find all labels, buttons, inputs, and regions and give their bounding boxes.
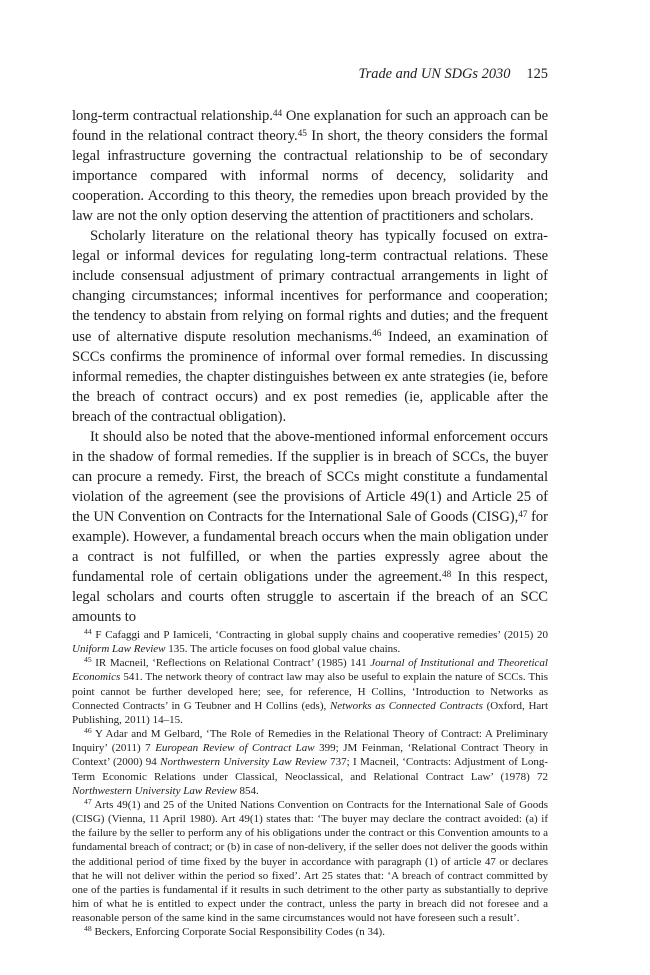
footnote-45 (72, 656, 548, 727)
footnote-number: 44 (84, 627, 92, 637)
paragraph-3 (72, 427, 548, 627)
paragraph-2 (72, 226, 548, 426)
footnote-italic: Networks as Connected Contracts (329, 699, 483, 712)
footnote-text: Arts 49(1) and 25 of the United Nations Convention on Contracts for the International Sale of Goods (CISG) (Vienna, 11 April 1980). Art 49(1) states that: ‘The buyer may declare the contract avoided: (a) if the failure by the seller to perform any of his obligations under the contract or this Convention amounts to a fundamental breach of contract; or (b) in case of non-delivery, if the seller does not deliver the goods within the additional period of time fixed by the buyer in accordance with paragraph (1) of article 47 or declares that he will not deliver within the period so fixed’. Art 25 states that: ‘A breach of contract committed by one of the parties is fundamental if it results in such detriment to the other party as substantially to deprive him of what he is entitled to expect under the contract, unless the party in breach did not foresee and a reasonable person of the same kind in the same circumstances would not have foreseen such a result’. (72, 798, 548, 925)
paragraph-text: Scholarly literature on the relational theory has typically focused on extra-legal or informal devices for regulating long-term contractual relations. These include consensual adjustment of primary contractual arrangements in light of changing circumstances; informal incentives for performance and cooperation; the tendency to abstain from relying on formal rights and duties; and the frequent use of alternative dispute resolution mechanisms. (72, 228, 548, 345)
paragraph-text: long-term contractual relationship. (72, 108, 273, 124)
footnote-number: 48 (84, 924, 92, 934)
paragraph-text: It should also be noted that the above-mentioned informal enforcement occurs in the shadow of formal remedies. If the supplier is in breach of SCCs, the buyer can procure a remedy. First, the breach of SCCs might constitute a fundamental violation of the agreement (see the provisions of Article 49(1) and Article 25 of the UN Convention on Contracts for the International Sale of Goods (CISG), (72, 428, 548, 525)
paragraph-1 (72, 106, 548, 226)
running-title: Trade and UN SDGs 2030 (358, 66, 511, 82)
footnote-44 (72, 628, 548, 656)
footnote-italic: Northwestern University Law Review (72, 784, 237, 797)
footnote-47 (72, 798, 548, 925)
main-text (72, 106, 548, 627)
footnote-text: Y Adar and M Gelbard, ‘The Role of Remedies in the Relational Theory of Contract: A Preliminary Inquiry’ (2011) 7 (72, 728, 548, 755)
footnote-text: 737; I Macneil, ‘Contracts: Adjustment of Long-Term Economic Relations under Classical, Neoclassical, and Relational Contract Law’ (1978) 72 (72, 756, 548, 783)
footnote-text: 541. The network theory of contract law may also be useful to explain the nature of SCCs. This point cannot be further developed here; see, for reference, H Collins, ‘Introduction to Networks as Connected Contracts’ in G Teubner and H Collins (eds), (72, 671, 548, 712)
footnote-text: (Oxford, Hart Publishing, 2011) 14–15. (72, 699, 549, 726)
footnote-ref-46[interactable]: 46 (372, 329, 382, 340)
footnote-italic: Journal of Institutional and Theoretical Economics (72, 657, 548, 684)
footnote-italic: European Review of Contract Law (155, 742, 315, 755)
paragraph-text: In short, the theory considers the formal legal infrastructure governing the contractual relationship to be of secondary importance compared with informal norms of decency, solidarity and cooperation. According to this theory, the remedies upon breach provided by the law are not the only option deserving the attention of practitioners and scholars. (72, 128, 548, 225)
footnote-number: 46 (84, 726, 92, 736)
paragraph-text: One explanation for such an approach can be found in the relational contract theory. (72, 108, 548, 145)
footnotes (72, 628, 548, 939)
paragraph-text: Indeed, an examination of SCCs confirms the prominence of informal over formal remedies. In discussing informal remedies, the chapter distinguishes between ex ante strategies (ie, before the breach of contract occurs) and ex post remedies (ie, applicable after the breach of the contractual obligation). (72, 328, 548, 425)
footnote-text: Beckers, Enforcing Corporate Social Responsibility Codes (n 34). (91, 926, 385, 939)
footnote-italic: Northwestern University Law Review (160, 756, 327, 769)
footnote-ref-48[interactable]: 48 (442, 569, 452, 580)
paragraph-text: for example). However, a fundamental breach occurs when the main obligation under a contract is not fulfilled, or when the parties expressly agree about the fundamental role of certain obligations under the agreement. (72, 508, 548, 586)
footnote-italic: Uniform Law Review (72, 643, 166, 656)
paragraph-text: In this respect, legal scholars and courts often struggle to ascertain if the breach of an SCC amounts to (72, 569, 549, 626)
footnote-number: 45 (84, 655, 92, 665)
footnote-text: 399; JM Feinman, ‘Relational Contract Theory in Context’ (2000) 94 (72, 742, 548, 769)
footnote-number: 47 (84, 797, 92, 807)
footnote-text: 135. The article focuses on food global value chains. (165, 643, 401, 656)
footnote-text: F Cafaggi and P Iamiceli, ‘Contracting in global supply chains and cooperative remedies’ (2015) 20 (91, 629, 548, 641)
footnote-ref-45[interactable]: 45 (297, 128, 307, 139)
footnote-text: 854. (236, 784, 259, 797)
footnote-ref-47[interactable]: 47 (518, 509, 528, 520)
footnote-text: IR Macneil, ‘Reflections on Relational Contract’ (1985) 141 (91, 657, 371, 670)
footnote-ref-44[interactable]: 44 (272, 108, 283, 119)
footnote-46 (72, 727, 548, 798)
page-number: 125 (526, 66, 548, 82)
footnote-48 (72, 925, 548, 939)
running-header (72, 64, 548, 84)
